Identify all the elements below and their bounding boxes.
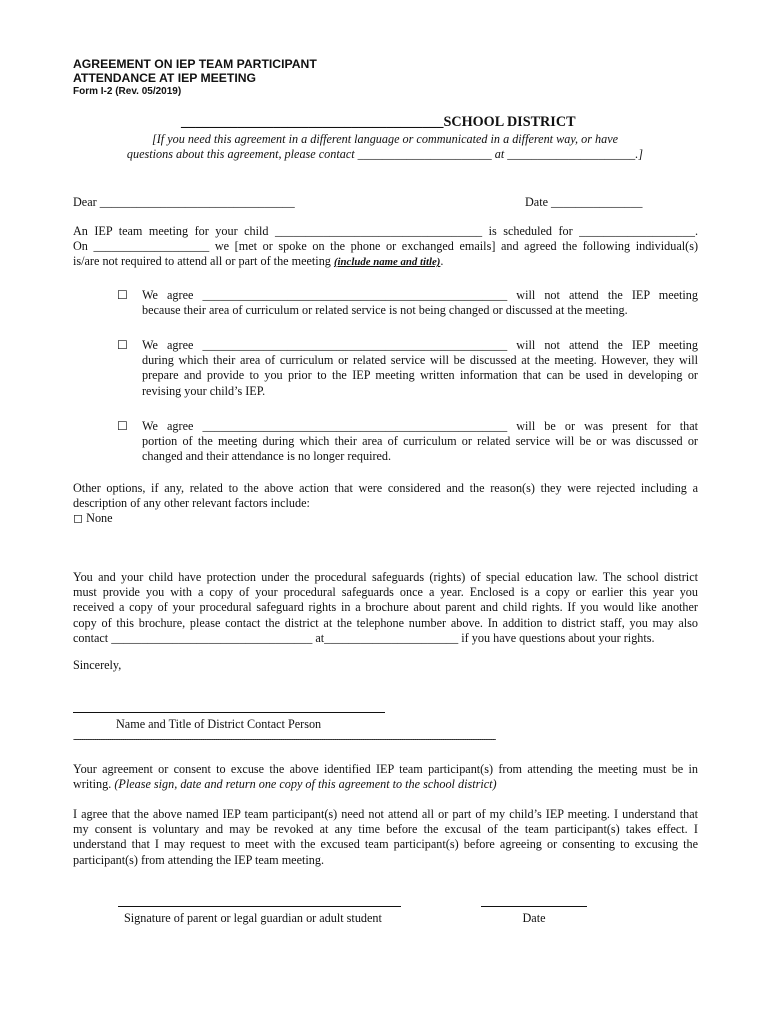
other-options-line1: Other options, if any, related to the above action that were considered and the reason(s) they were rejected including a: [73, 481, 698, 495]
option3-line3: changed and their attendance is no longer required.: [142, 449, 392, 464]
option2-checkbox[interactable]: ☐: [117, 338, 128, 352]
form-title-line2: ATTENDANCE AT IEP MEETING: [73, 71, 257, 85]
option3-checkbox[interactable]: ☐: [117, 419, 128, 433]
school-district-line: _____________________________________SCHOOL DISTRICT: [181, 114, 576, 130]
consent-note-line2: [73, 777, 698, 792]
language-note-line2: questions about this agreement, please contact ______________________ at _____________________.]: [126, 147, 644, 161]
safeguards-line5: contact _________________________________ at______________________ if you have questions about your rights.: [73, 630, 655, 645]
consent-note-line2-start: writing.: [73, 777, 115, 792]
intro-line3-end: .: [440, 254, 444, 269]
intro-line3: [73, 254, 698, 270]
option1-line2: because their area of curriculum or related service is not being changed or discussed at the meeting.: [142, 303, 628, 318]
option3-line2: portion of the meeting during which their area of curriculum or related service will be or was discussed or: [142, 434, 698, 449]
safeguards-paragraph: [73, 570, 698, 646]
consent-line1: I agree that the above named IEP team participant(s) need not attend all or part of my child’s IEP meeting. I understand that: [73, 807, 698, 821]
safeguards-line3: received a copy of your procedural safeguard rights in a brochure about parent and child rights. If you would like another: [73, 600, 698, 615]
option3-line1: We agree __________________________________________________ will be or was present for that: [142, 419, 698, 433]
intro-line1: An IEP team meeting for your child __________________________________ is scheduled for ___________________.: [73, 224, 698, 238]
district-contact-label: Name and Title of District Contact Person: [116, 717, 322, 731]
safeguards-line2: must provide you with a copy of your procedural safeguards once a year. Enclosed is a copy or earlier this year you: [73, 585, 698, 600]
option1-line1: We agree __________________________________________________ will not attend the IEP meeting: [142, 288, 698, 302]
consent-note-paragraph: [73, 762, 698, 792]
consent-line3: understand that I may request to meet with the excused team participant(s) before agreeing or consenting to excusing the: [73, 837, 698, 852]
return-instructions: (Please sign, date and return one copy of this agreement to the school district): [114, 777, 497, 792]
include-name-title-note: (include name and title): [333, 256, 441, 269]
none-option-checkbox[interactable]: ◻ None: [73, 511, 113, 526]
parent-signature-line[interactable]: [118, 906, 401, 907]
date-field: Date _______________: [525, 195, 643, 209]
other-options-paragraph: [73, 481, 698, 527]
parent-signature-label: Signature of parent or legal guardian or adult student: [124, 911, 382, 925]
intro-line3-start: is/are not required to attend all or part of the meeting: [73, 254, 334, 269]
consent-note-line1: Your agreement or consent to excuse the above identified IEP team participant(s) from attending the meeting must be in: [73, 762, 698, 776]
option2-line4: revising your child’s IEP.: [142, 383, 266, 398]
closing: Sincerely,: [73, 658, 122, 672]
district-contact-signature-line[interactable]: [73, 712, 385, 713]
safeguards-line4: copy of this brochure, please contact the district at the telephone number above. In addition to district staff, you may also: [73, 615, 698, 630]
form-number: Form I-2 (Rev. 05/2019): [73, 86, 182, 97]
option2-line1: We agree __________________________________________________ will not attend the IEP meeting: [142, 338, 698, 352]
consent-line4: participant(s) from attending the IEP team meeting.: [73, 852, 325, 867]
option2-text: [142, 338, 698, 399]
signature-date-label: Date: [522, 911, 546, 925]
consent-line2: my consent is voluntary and may be revoked at any time before the excusal of the team participant(s) takes effect. I: [73, 822, 698, 837]
option2-line2: during which their area of curriculum or related service will be discussed at the meeting. However, they will: [142, 353, 698, 368]
signature-date-line[interactable]: [481, 906, 587, 907]
section-separator: ---------------------------------------------------------------------------------------------------------------------------------------------------------------------------------------------------: [73, 733, 495, 745]
form-title-line1: AGREEMENT ON IEP TEAM PARTICIPANT: [73, 57, 317, 71]
salutation: Dear ________________________________: [73, 195, 295, 209]
option1-checkbox[interactable]: ☐: [117, 288, 128, 302]
option1-text: [142, 288, 698, 318]
option3-text: [142, 419, 698, 465]
intro-paragraph: [73, 224, 698, 271]
safeguards-line1: You and your child have protection under the procedural safeguards (rights) of special education law. The school district: [73, 570, 698, 584]
other-options-line2: description of any other relevant factors include:: [73, 496, 310, 511]
option2-line3: prepare and provide to you prior to the IEP meeting written information that can be used in developing or: [142, 368, 698, 383]
language-note-line1: [If you need this agreement in a different language or communicated in a different way, or have: [151, 132, 619, 146]
intro-line2: On ___________________ we [met or spoke on the phone or exchanged emails] and agreed the following individual(s): [73, 239, 698, 254]
consent-statement-paragraph: [73, 807, 698, 868]
